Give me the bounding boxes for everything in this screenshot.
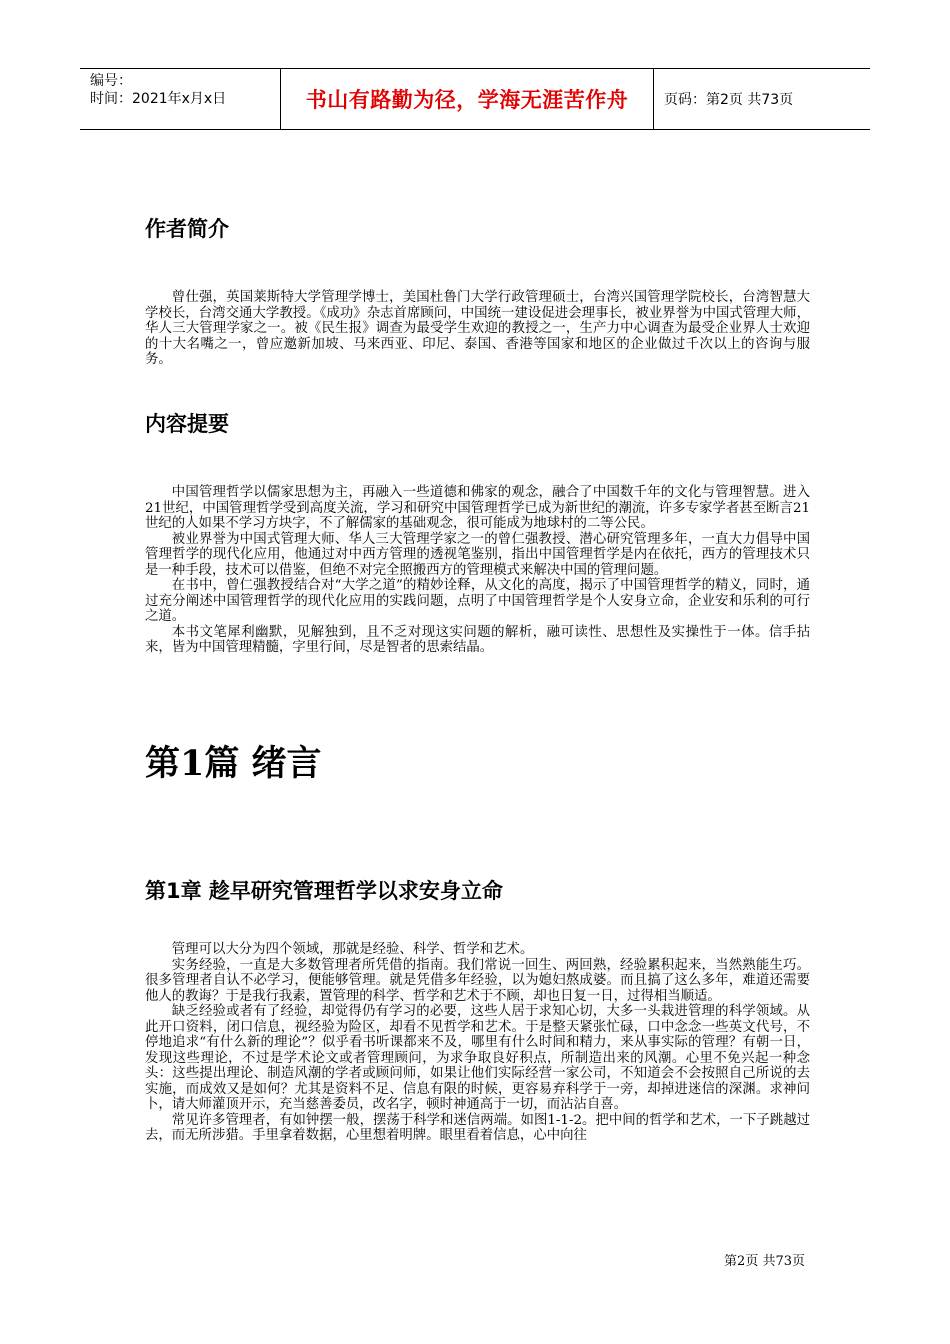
header-number: 编号： xyxy=(90,73,132,89)
chapter-body xyxy=(145,942,810,1144)
paragraph: 在书中，曾仁强教授结合对“大学之道”的精妙诠释，从文化的高度，揭示了中国管理哲学的精义，同时，通过充分阐述中国管理哲学的现代化应用的实践问题，点明了中国管理哲学是个人安身立命，企业安和乐利的可行之道。 xyxy=(145,578,810,624)
paragraph: 被业界誉为中国式管理大师、华人三大管理学家之一的曾仁强教授、潜心研究管理多年，一直大力倡导中国管理哲学的现代化应用，他通过对中西方管理的透视笔鉴别，指出中国管理哲学是内在依托，西方的管理技术只是一种手段，技术可以借鉴，但绝不对完全照搬西方的管理模式来解决中国的管理问题。 xyxy=(145,531,810,578)
header-time: 时间：2021年x月x日 xyxy=(90,91,227,107)
paragraph: 中国管理哲学以儒家思想为主，再融入一些道德和佛家的观念，融合了中国数千年的文化与管理智慧。进入21世纪，中国管理哲学受到高度关流，学习和研究中国管理哲学已成为新世纪的潮流，许多专家学者甚至断言21世纪的人如果不学习方块字，不了解儒家的基础观念，很可能成为地球村的二等公民。 xyxy=(145,485,810,531)
paragraph: 常见许多管理者，有如钟摆一般，摆荡于科学和迷信两端。如图1-1-2。把中间的哲学和艺术，一下子跳越过去，而无所涉猎。手里拿着数据，心里想着明牌。眼里看着信息，心中向往 xyxy=(145,1112,810,1143)
author-section-body xyxy=(145,290,810,368)
paragraph: 管理可以大分为四个领域，那就是经验、科学、哲学和艺术。 xyxy=(171,942,534,957)
header-motto: 书山有路勤为径，学海无涯苦作舟 xyxy=(281,69,654,129)
paragraph: 曾仕强，英国莱斯特大学管理学博士，美国杜鲁门大学行政管理硕士，台湾兴国管理学院校长，台湾智慧大学校长，台湾交通大学教授。《成功》杂志首席顾问，中国统一建设促进会理事长，被业界誉为中国式管理大师，华人三大管理学家之一。被《民生报》调查为最受学生欢迎的教授之一，生产力中心调查为最受企业界人士欢迎的十大名嘴之一，曾应邀新加坡、马来西亚、印尼、泰国、香港等国家和地区的企业做过千次以上的咨询与服务。 xyxy=(145,290,810,367)
page-footer: 第2页 共73页 xyxy=(724,1254,805,1269)
chapter-title: 第1章 趁早研究管理哲学以求安身立命 xyxy=(145,879,503,903)
author-section-title: 作者简介 xyxy=(145,217,229,241)
paragraph: 缺乏经验或者有了经验，却觉得仍有学习的必要，这些人居于求知心切，大多一头栽进管理的科学领域。从此开口资料，闭口信息，视经验为险区，却看不见哲学和艺术。于是整天紧张忙碌，口中念念一些英文代号，不停地追求“有什么新的理论”？似乎看书听课都来不及，哪里有什么时间和精力，来从事实际的管理？有朝一日，发现这些理论，不过是学术论文或者管理顾问，为求争取良好积点，所制造出来的风潮。心里不免兴起一种念头：这些提出理论、制造风潮的学者或顾问师，如果让他们实际经营一家公司，不知道会不会按照自己所说的去实施，而成效又是如何？尤其是资料不足、信息有限的时候，更容易弃科学于一旁，却掉进迷信的深渊。求神问卜，请大师灌顶开示，充当慈善委员，改名字，顿时神通高于一切，而沾沾自喜。 xyxy=(145,1004,810,1112)
paragraph: 本书文笔犀利幽默，见解独到，且不乏对现这实问题的解析，融可读性、思想性及实操性于一体。信手拈来，皆为中国管理精髓，字里行间，尽是智者的思索结晶。 xyxy=(145,624,810,655)
header-meta xyxy=(80,69,281,129)
page-header xyxy=(80,68,870,130)
part-title: 第1篇 绪言 xyxy=(145,743,322,784)
header-page-number: 页码：第2页 共73页 xyxy=(664,92,794,108)
summary-section-title: 内容提要 xyxy=(145,412,229,436)
summary-section-body xyxy=(145,485,810,656)
paragraph: 实务经验，一直是大多数管理者所凭借的指南。我们常说一回生、两回熟，经验累积起来，当然熟能生巧。很多管理者自认不必学习，便能够管理。就是凭借多年经验，以为媳妇熬成婆。而且搞了这么多年，难道还需要他人的教诲？于是我行我素，置管理的科学、哲学和艺术于不顾，却也日复一日，过得相当顺适。 xyxy=(145,957,810,1004)
